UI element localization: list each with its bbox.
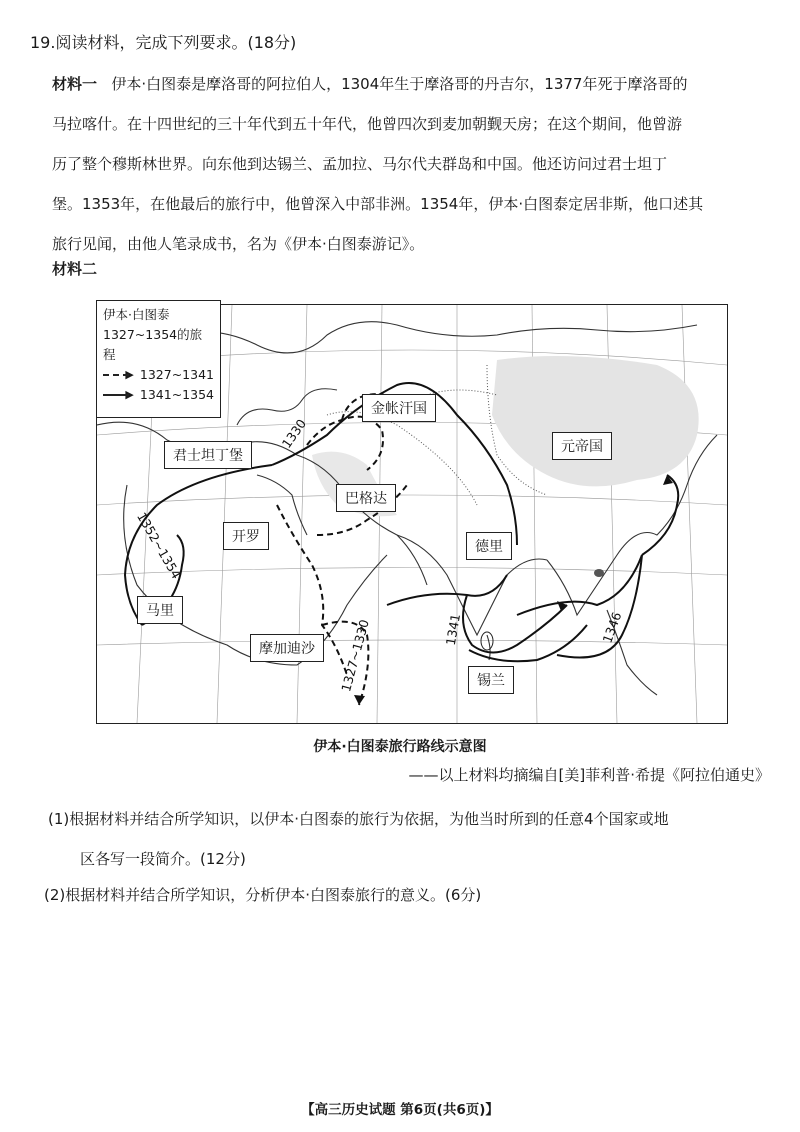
place-baghdad: 巴格达: [336, 484, 396, 512]
solid-line-icon: [103, 394, 129, 396]
map-caption: 伊本·白图泰旅行路线示意图: [313, 739, 487, 755]
material-1-line-3: 历了整个穆斯林世界。向东他到达锡兰、孟加拉、马尔代夫群岛和中国。他还访问过君士坦丁: [52, 155, 668, 173]
arrow-right-icon: ▶: [125, 368, 134, 381]
place-constantinople: 君士坦丁堡: [164, 441, 252, 469]
question-title: 19.阅读材料，完成下列要求。(18分): [30, 33, 297, 52]
question-2: (2)根据材料并结合所学知识，分析伊本·白图泰旅行的意义。(6分): [44, 886, 482, 904]
place-ceylon: 锡兰: [468, 666, 514, 694]
legend-solid-row: [103, 385, 214, 405]
year-label-1346: 1346: [599, 609, 625, 646]
year-label-1327-1330: 1327~1330: [338, 617, 372, 694]
route-india: [387, 575, 507, 605]
place-mogadishu: 摩加迪沙: [250, 634, 324, 662]
route-arrowheads: [137, 475, 673, 705]
year-label-1352-1354: 1352~1354: [134, 509, 185, 582]
legend-solid-label: 1341~1354: [139, 387, 214, 402]
page-footer: 【高三历史试题 第6页(共6页)】: [301, 1102, 499, 1118]
place-cairo: 开罗: [223, 522, 269, 550]
year-label-1330: 1330: [278, 416, 310, 451]
place-golden-horde: 金帐汗国: [362, 394, 436, 422]
ceylon-island: [481, 632, 493, 650]
place-mali: 马里: [137, 596, 183, 624]
material-1-line-4: 堡。1353年，在他最后的旅行中，他曾深入中部非洲。1354年，伊本·白图泰定居非斯，他口述其: [52, 195, 704, 213]
material-2-label: 材料二: [52, 260, 98, 278]
hainan-island: [594, 569, 604, 577]
year-label-1341: 1341: [442, 612, 464, 647]
source-citation: ——以上材料均摘编自[美]菲利普·希提《阿拉伯通史》: [408, 766, 770, 784]
legend-dashed-label: 1327~1341: [139, 367, 214, 382]
dashed-line-icon: [103, 374, 129, 376]
material-1-label: 材料一: [52, 75, 98, 93]
yuan-territory-shade: [492, 356, 699, 486]
legend-title: 伊本·白图泰: [103, 307, 170, 322]
place-delhi: 德里: [466, 532, 512, 560]
place-yuan: 元帝国: [552, 432, 612, 460]
material-1-line-2: 马拉喀什。在十四世纪的三十年代到五十年代，他曾四次到麦加朝觐天房；在这个期间，他曾游: [52, 115, 683, 133]
route-south-loop: [469, 625, 587, 661]
arrow-right-icon: ▶: [125, 388, 134, 401]
material-1-line-5: 旅行见闻，由他人笔录成书，名为《伊本·白图泰游记》。: [52, 235, 425, 253]
legend-subtitle: 1327~1354的旅程: [103, 327, 203, 362]
legend-dashed-row: [103, 365, 214, 385]
material-1-line-1: 材料一 伊本·白图泰是摩洛哥的阿拉伯人，1304年生于摩洛哥的丹吉尔，1377年死于摩洛哥的: [52, 75, 688, 93]
question-1-line-2: 区各写一段简介。(12分): [80, 850, 246, 868]
material-1: [52, 64, 770, 264]
map-legend: [96, 300, 221, 418]
question-1-line-1: (1)根据材料并结合所学知识，以伊本·白图泰的旅行为依据，为他当时所到的任意4个国家或地: [48, 810, 669, 828]
